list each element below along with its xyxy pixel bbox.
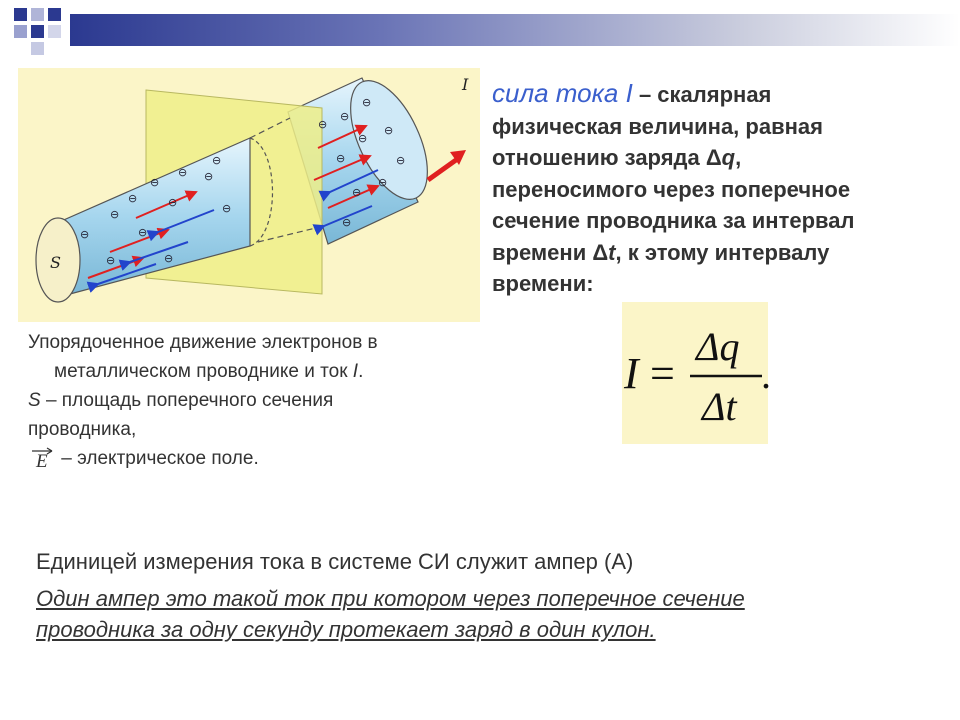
definition-text: , к этому интервалу [615, 239, 830, 265]
definition-text: , [735, 145, 742, 170]
svg-text:⊖: ⊖ [340, 110, 350, 123]
svg-text:⊖: ⊖ [138, 226, 148, 239]
svg-text:⊖: ⊖ [128, 192, 138, 205]
definition-line-3 [492, 142, 954, 174]
svg-text:⊖: ⊖ [106, 254, 116, 267]
svg-text:⊖: ⊖ [212, 154, 222, 167]
svg-text:⊖: ⊖ [164, 252, 174, 265]
svg-text:⊖: ⊖ [396, 154, 406, 167]
vector-e-letter: E [36, 450, 48, 472]
caption-text: металлическом проводнике и ток [54, 361, 353, 382]
current-formula [622, 302, 771, 444]
caption-text: – площадь поперечного сечения [40, 390, 334, 411]
si-unit-statement: Единицей измерения тока в системе СИ служит ампер (А) [36, 549, 634, 574]
formula-numerator: Δq [696, 324, 740, 369]
header-bar [70, 14, 960, 46]
svg-text:⊖: ⊖ [178, 166, 188, 179]
conductor-illustration [18, 68, 480, 322]
svg-text:⊖: ⊖ [318, 118, 328, 131]
svg-text:⊖: ⊖ [336, 152, 346, 165]
caption-line-5 [28, 444, 478, 473]
symbol-q: q [721, 145, 736, 170]
figure-caption [28, 328, 478, 473]
ampere-definition-line-1: Один ампер это такой ток при котором через поперечное сечение [36, 586, 745, 611]
definition-line-6 [492, 237, 954, 269]
svg-text:⊖: ⊖ [378, 176, 388, 189]
definition-text: – скалярная [638, 82, 772, 107]
definition-line-2: физическая величина, равная [492, 113, 823, 139]
svg-text:⊖: ⊖ [150, 176, 160, 189]
svg-text:⊖: ⊖ [222, 202, 232, 215]
caption-line-3 [28, 386, 478, 415]
vector-e-symbol [28, 448, 56, 470]
label-s: S [50, 253, 61, 272]
definition-line-1 [492, 78, 954, 111]
label-i: I [462, 75, 469, 94]
caption-line-4: проводника, [28, 419, 137, 440]
definition-text: отношению заряда Δ [492, 145, 722, 170]
caption-line-2 [28, 357, 478, 386]
formula-period: . [761, 352, 771, 397]
formula-lhs: I [624, 349, 639, 398]
current-definition [492, 78, 954, 300]
svg-text:⊖: ⊖ [204, 170, 214, 183]
formula-equals: = [650, 349, 675, 398]
svg-text:⊖: ⊖ [362, 96, 372, 109]
definition-line-7: времени: [492, 271, 594, 296]
term-current-strength: сила тока I [492, 78, 633, 108]
svg-text:⊖: ⊖ [352, 186, 362, 199]
caption-text: – электрическое поле. [56, 448, 259, 469]
ampere-definition [36, 583, 745, 645]
caption-text: . [358, 361, 364, 382]
svg-text:⊖: ⊖ [384, 124, 394, 137]
definition-line-5: сечение проводника за интервал [492, 208, 855, 233]
formula-denominator: Δt [702, 384, 737, 429]
symbol-t: t [608, 239, 616, 265]
svg-text:⊖: ⊖ [80, 228, 90, 241]
definition-line-4: переносимого через поперечное [492, 176, 851, 202]
current-arrow [428, 150, 466, 180]
svg-text:⊖: ⊖ [168, 196, 178, 209]
caption-symbol-s: S [28, 390, 41, 411]
svg-text:⊖: ⊖ [358, 132, 368, 145]
definition-text: времени Δ [492, 239, 609, 265]
caption-line-1: Упорядоченное движение электронов в [28, 332, 378, 353]
caption-symbol-i: I [352, 361, 359, 382]
svg-text:⊖: ⊖ [110, 208, 120, 221]
ampere-definition-line-2: проводника за одну секунду протекает заряд в один кулон. [36, 617, 656, 642]
svg-text:⊖: ⊖ [342, 216, 352, 229]
